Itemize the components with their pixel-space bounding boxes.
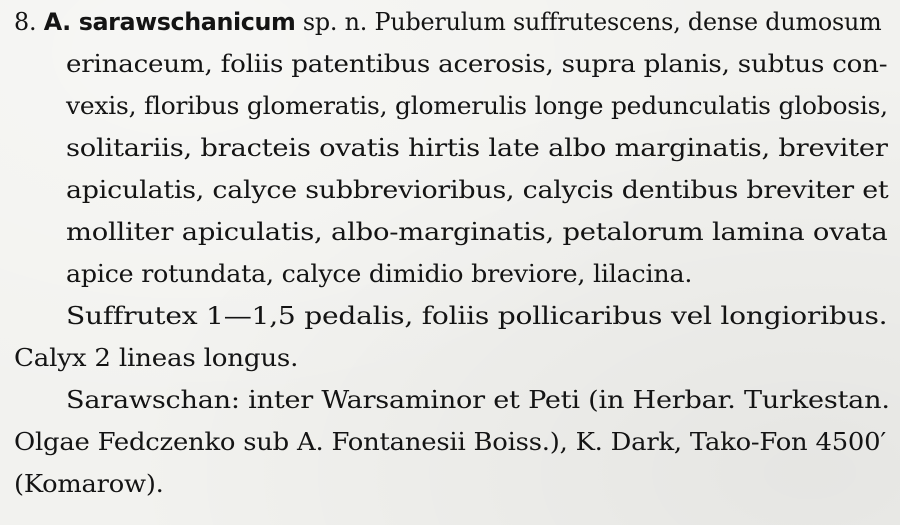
text-line-5: apiculatis, calyce subbrevioribus, calycis dentibus breviter et — [66, 176, 889, 204]
text-line-12: (Komarow). — [14, 470, 164, 498]
text-line-3: vexis, floribus glomeratis, glomerulis longe pedunculatis globosis, — [66, 92, 888, 120]
text-line-6: molliter apiculatis, albo-marginatis, petalorum lamina ovata — [66, 218, 888, 246]
text-line-1 — [14, 8, 882, 36]
text-line-8: Suffrutex 1—1,5 pedalis, foliis pollicaribus vel longioribus. — [66, 302, 888, 330]
line-text: sp. n. Puberulum suffrutescens, dense dumosum — [302, 8, 882, 36]
text-line-10: Sarawschan: inter Warsaminor et Peti (in Herbar. Turkestan. — [66, 386, 890, 414]
species-name: A. sarawschanicum — [43, 8, 296, 36]
text-line-4: solitariis, bracteis ovatis hirtis late albo marginatis, breviter — [66, 134, 888, 162]
text-line-7: apice rotundata, calyce dimidio breviore, lilacina. — [66, 260, 693, 288]
text-line-2: erinaceum, foliis patentibus acerosis, supra planis, subtus con- — [66, 50, 888, 78]
text-line-11: Olgae Fedczenko sub A. Fontanesii Boiss.), K. Dark, Tako-Fon 4500′ — [14, 428, 887, 456]
text-line-9: Calyx 2 lineas longus. — [14, 344, 299, 372]
entry-number: 8. — [14, 8, 37, 36]
